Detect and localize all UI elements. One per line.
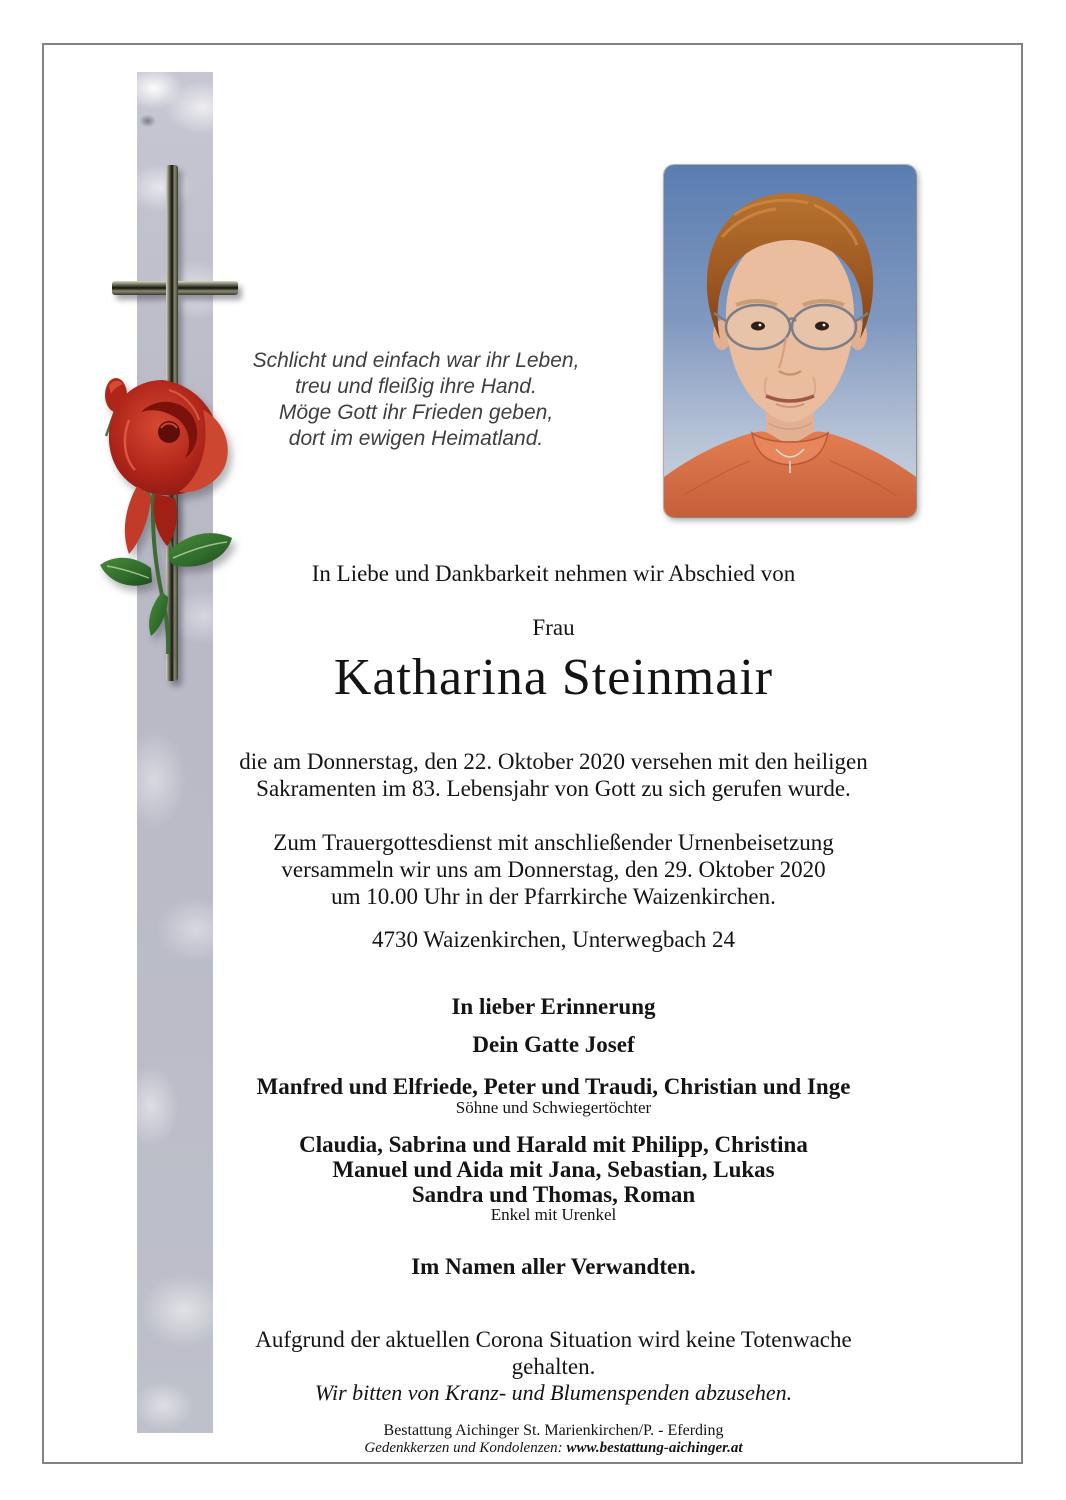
death-paragraph: [235, 748, 872, 802]
grandchildren-caption: Enkel mit Urenkel: [490, 1205, 617, 1224]
service-line: um 10.00 Uhr in der Pfarrkirche Waizenkirchen.: [331, 884, 776, 909]
condolence-url: www.bestattung-aichinger.at: [566, 1440, 743, 1456]
red-rose-icon: [85, 352, 245, 662]
children-line: Manfred und Elfriede, Peter und Traudi, Christian und Inge: [256, 1074, 851, 1099]
husband-line: Dein Gatte Josef: [472, 1032, 635, 1057]
condolence-line: [235, 1440, 872, 1457]
poem-line: Schlicht und einfach war ihr Leben,: [252, 349, 580, 372]
grandchildren-line: Sandra und Thomas, Roman: [411, 1182, 696, 1207]
service-line: versammeln wir uns am Donnerstag, den 29. Oktober 2020: [281, 857, 826, 882]
death-line: Sakramenten im 83. Lebensjahr von Gott zu sich gerufen wurde.: [256, 776, 851, 801]
portrait-photo: [664, 165, 916, 517]
address-line: 4730 Waizenkirchen, Unterwegbach 24: [371, 927, 736, 952]
closing-line: Im Namen aller Verwandten.: [411, 1254, 696, 1279]
memorial-poem: [240, 348, 592, 452]
remembrance-heading: In lieber Erinnerung: [451, 994, 656, 1019]
flowers-notice: Wir bitten von Kranz- und Blumenspenden abzusehen.: [314, 1380, 793, 1405]
grandchildren-line: Manuel und Aida mit Jana, Sebastian, Lukas: [332, 1157, 775, 1182]
grandchildren-block: [235, 1132, 872, 1207]
poem-line: dort im ewigen Heimatland.: [288, 427, 544, 450]
poem-line: treu und fleißig ihre Hand.: [295, 375, 537, 398]
service-line: Zum Trauergottesdienst mit anschließender Urnenbeisetzung: [273, 830, 834, 855]
condolence-label: Gedenkkerzen und Kondolenzen:: [364, 1440, 563, 1456]
service-paragraph: [235, 829, 872, 910]
children-caption: Söhne und Schwiegertöchter: [455, 1098, 652, 1117]
intro-line: In Liebe und Dankbarkeit nehmen wir Abschied von: [311, 561, 796, 586]
funeral-home-line: Bestattung Aichinger St. Marienkirchen/P. - Eferding: [383, 1422, 724, 1439]
death-line: die am Donnerstag, den 22. Oktober 2020 versehen mit den heiligen: [239, 749, 868, 774]
grandchildren-line: Claudia, Sabrina und Harald mit Philipp, Christina: [299, 1132, 808, 1157]
salutation: Frau: [532, 615, 575, 640]
poem-line: Möge Gott ihr Frieden geben,: [278, 401, 554, 424]
deceased-name: Katharina Steinmair: [333, 649, 774, 706]
corona-notice: Aufgrund der aktuellen Corona Situation wird keine Totenwache gehalten.: [255, 1327, 852, 1379]
memorial-card: [42, 43, 1023, 1464]
